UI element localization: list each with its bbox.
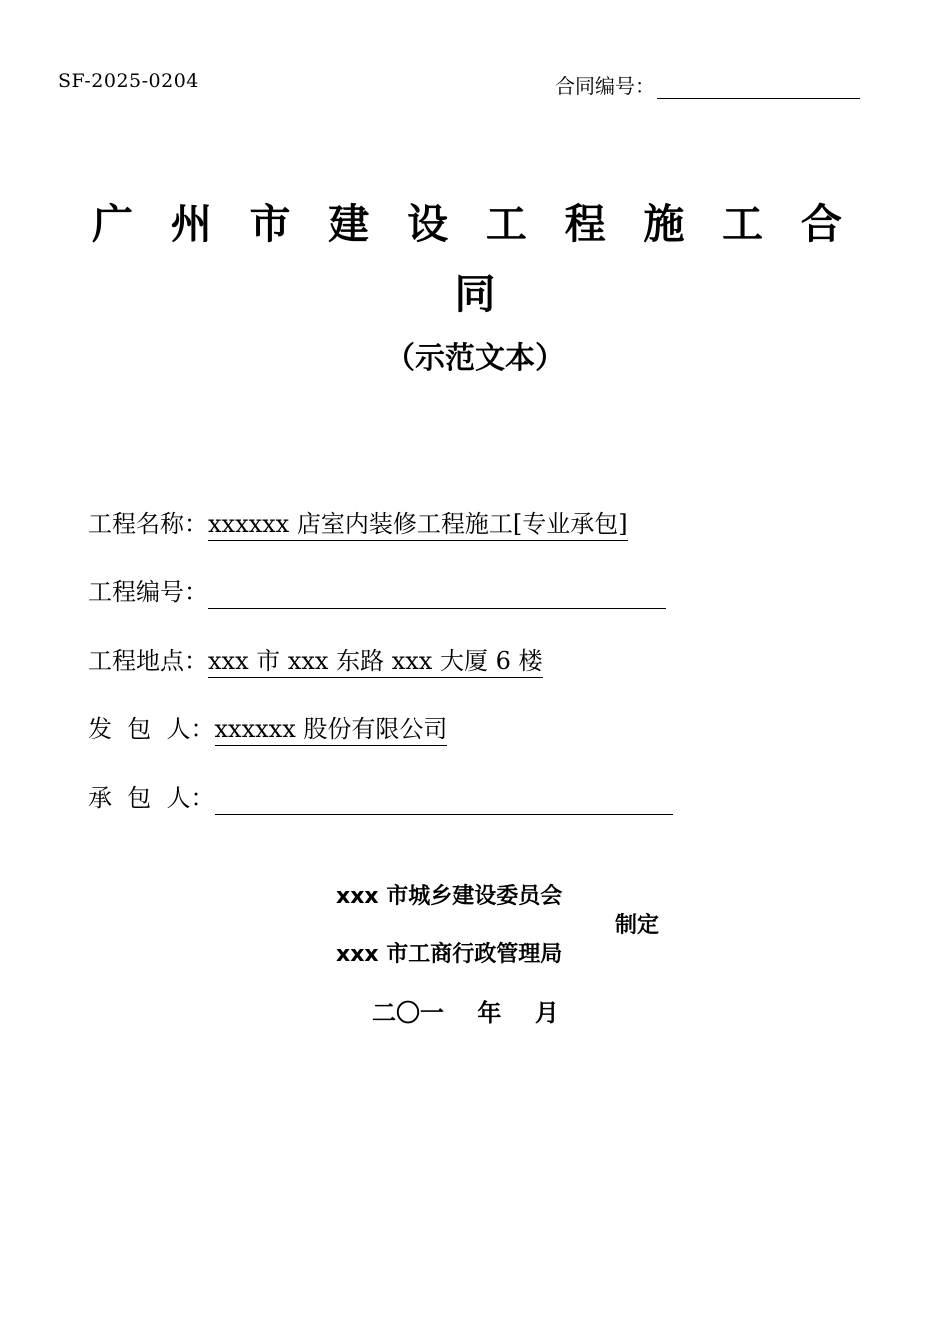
issuer-line-1: xxx 市城乡建设委员会 (336, 884, 563, 909)
project-number-blank (208, 578, 666, 609)
document-title-line1 (92, 196, 842, 252)
title-char: 施 (643, 200, 685, 248)
field-label: 工程编号： (88, 578, 208, 606)
title-char: 州 (170, 200, 212, 248)
project-location-field (88, 644, 543, 678)
title-char: 工 (722, 200, 764, 248)
document-subtitle: （示范文本） (385, 341, 565, 376)
title-char: 建 (328, 200, 370, 248)
project-name-field (88, 507, 628, 541)
field-label: 承 包 人： (88, 784, 215, 812)
issue-date: 二〇一 年 月 (372, 999, 559, 1027)
document-title-line2: 同 (454, 270, 496, 318)
title-char: 广 (92, 200, 133, 248)
contractor-blank (215, 784, 673, 815)
title-char: 市 (249, 200, 291, 248)
contract-number-field (555, 70, 860, 99)
employer-field (88, 712, 447, 746)
issuer-line-2: xxx 市工商行政管理局 (336, 942, 563, 967)
title-char: 程 (564, 200, 606, 248)
project-location-value: xxx 市 xxx 东路 xxx 大厦 6 楼 (208, 646, 543, 678)
contract-number-label: 合同编号： (555, 74, 655, 98)
document-code: SF-2025-0204 (58, 70, 199, 92)
issuer-made-label: 制定 (615, 913, 660, 938)
title-char: 设 (407, 200, 449, 248)
project-name-value: xxxxxx 店室内装修工程施工[专业承包] (208, 509, 628, 541)
contractor-field (88, 781, 673, 815)
contract-number-blank (657, 74, 860, 99)
title-char: 合 (800, 200, 842, 248)
field-label: 发 包 人： (88, 715, 215, 743)
title-char: 工 (485, 200, 527, 248)
employer-value: xxxxxx 股份有限公司 (215, 714, 448, 746)
field-label: 工程地点： (88, 647, 208, 675)
field-label: 工程名称： (88, 510, 208, 538)
project-number-field (88, 575, 666, 609)
